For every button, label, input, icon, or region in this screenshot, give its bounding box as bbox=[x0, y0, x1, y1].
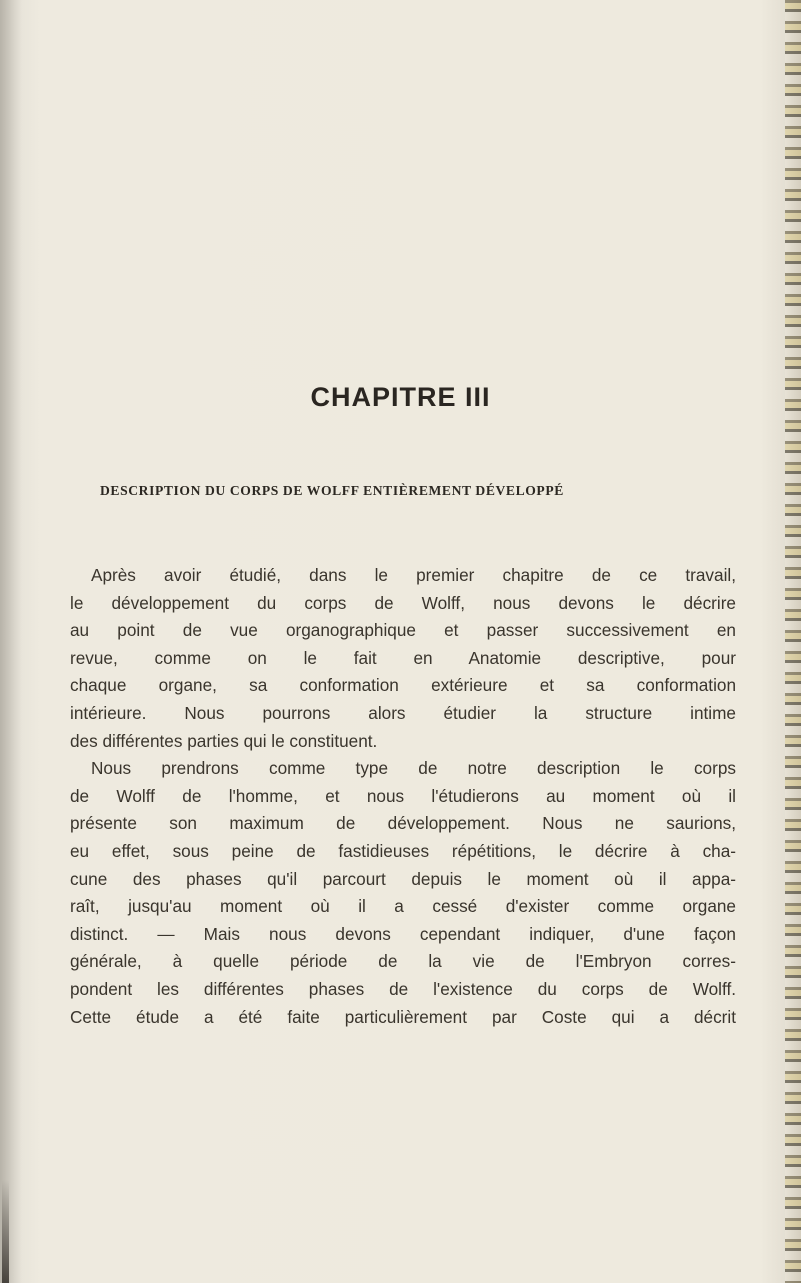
page-gutter-shadow bbox=[0, 0, 22, 1283]
page-fore-edge bbox=[785, 0, 801, 1283]
paragraph-2 bbox=[70, 755, 736, 1031]
text-line: distinct. — Mais nous devons cependant indiquer, d'une façon bbox=[70, 923, 736, 944]
text-line: Cette étude a été faite particulièrement par Coste qui a décrit bbox=[70, 1006, 736, 1027]
text-line: générale, à quelle période de la vie de l'Embryon corres- bbox=[70, 951, 736, 972]
paragraph-1 bbox=[70, 562, 736, 755]
chapter-title: CHAPITRE III bbox=[310, 382, 491, 412]
text-line: le développement du corps de Wolff, nous devons le décrire bbox=[70, 592, 736, 613]
text-line: cune des phases qu'il parcourt depuis le moment où il appa- bbox=[70, 868, 736, 889]
text-line: Après avoir étudié, dans le premier chapitre de ce travail, bbox=[91, 565, 736, 585]
text-line: des différentes parties qui le constituent. bbox=[70, 730, 378, 751]
text-line: revue, comme on le fait en Anatomie descriptive, pour bbox=[70, 647, 736, 668]
text-line: eu effet, sous peine de fastidieuses répétitions, le décrire à cha- bbox=[70, 840, 736, 861]
text-line: pondent les différentes phases de l'existence du corps de Wolff. bbox=[70, 978, 736, 999]
text-line: raît, jusqu'au moment où il a cessé d'exister comme organe bbox=[70, 896, 736, 917]
text-line: chaque organe, sa conformation extérieure et sa conformation bbox=[70, 675, 736, 696]
text-line: présente son maximum de développement. Nous ne saurions, bbox=[70, 813, 736, 834]
text-line: au point de vue organographique et passer successivement en bbox=[70, 620, 736, 641]
body-text bbox=[70, 562, 736, 1031]
text-line: de Wolff de l'homme, et nous l'étudierons au moment où il bbox=[70, 785, 736, 806]
text-line: Nous prendrons comme type de notre description le corps bbox=[91, 758, 736, 779]
text-line: intérieure. Nous pourrons alors étudier la structure intime bbox=[70, 702, 736, 723]
chapter-subtitle: DESCRIPTION DU CORPS DE WOLFF ENTIÈREMENT DÉVELOPPÉ bbox=[100, 483, 564, 498]
